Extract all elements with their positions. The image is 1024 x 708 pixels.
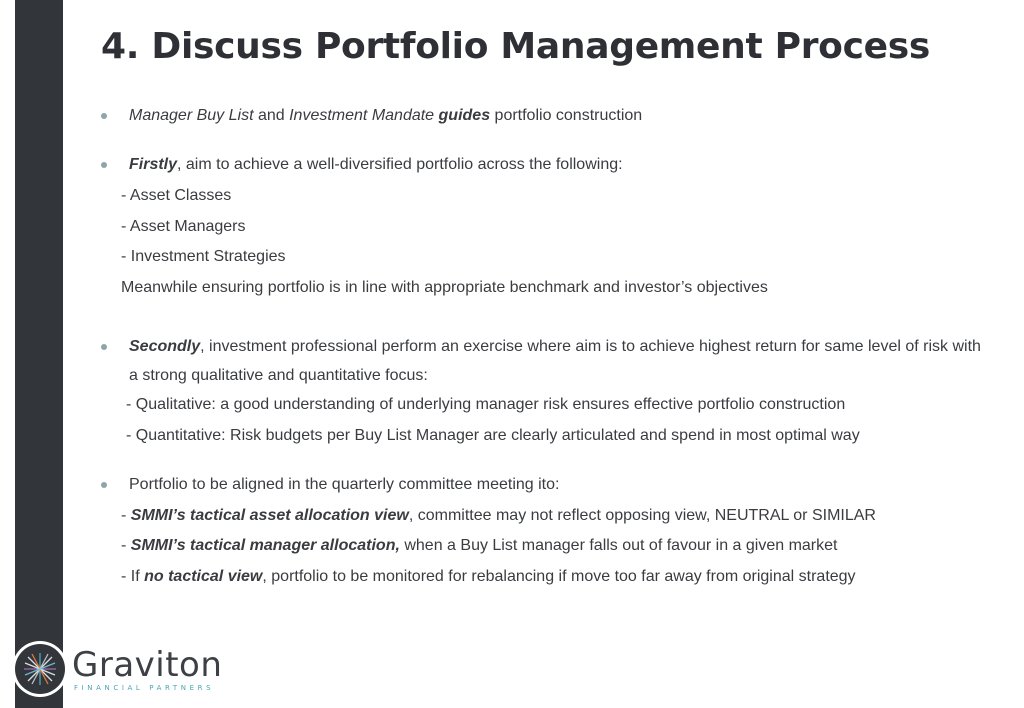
logo-tagline: FINANCIAL PARTNERS <box>74 684 215 692</box>
sub-item-text: , committee may not reflect opposing view, NEUTRAL or SIMILAR <box>408 507 876 524</box>
sub-item-text: when a Buy List manager falls out of favour in a given market <box>399 537 838 554</box>
slide-title: 4. Discuss Portfolio Management Process <box>101 26 930 67</box>
bullet-2-note: Meanwhile ensuring portfolio is in line with appropriate benchmark and investor’s objectives <box>121 279 768 296</box>
sub-dash: - <box>121 537 131 554</box>
bullet-dot <box>101 162 107 168</box>
graviton-logo-icon <box>15 644 65 694</box>
graviton-logo-icon-graphic <box>15 644 65 694</box>
sub-item-bold: no tactical view <box>144 568 263 585</box>
bullet-2-sub-item: - Asset Managers <box>121 218 246 235</box>
sub-dash: - <box>121 507 131 524</box>
bullet-1 <box>129 106 642 126</box>
bullet-2-lead: Firstly <box>129 156 178 173</box>
bullet-4: Portfolio to be aligned in the quarterly committee meeting ito: <box>129 476 560 493</box>
bullet-2 <box>129 155 623 175</box>
bullet-1-term-buy-list: Manager Buy List <box>129 107 254 124</box>
bullet-4-sub-item <box>121 536 837 556</box>
bullet-3-text: , investment professional perform an exercise where aim is to achieve highest return for same level of risk with <box>200 338 981 355</box>
bullet-3-sub-item: - Qualitative: a good understanding of underlying manager risk ensures effective portfolio construction <box>126 396 846 413</box>
bullet-3-continuation: a strong qualitative and quantitative focus: <box>129 367 428 384</box>
bullet-dot <box>101 482 107 488</box>
sub-item-bold: SMMI’s tactical asset allocation view <box>130 507 409 524</box>
bullet-3-lead: Secondly <box>129 338 201 355</box>
bullet-4-sub-item <box>121 506 876 526</box>
bullet-dot <box>101 344 107 350</box>
bullet-dot <box>101 113 107 119</box>
sub-item-bold: SMMI’s tactical manager allocation, <box>130 537 400 554</box>
sub-item-text: - If <box>121 568 145 585</box>
sub-item-text: , portfolio to be monitored for rebalancing if move too far away from original strategy <box>262 568 856 585</box>
bullet-1-text: and <box>253 107 290 124</box>
bullet-1-term-guides: guides <box>438 107 491 124</box>
bullet-2-text: , aim to achieve a well-diversified portfolio across the following: <box>177 156 623 173</box>
bullet-1-text: portfolio construction <box>490 107 643 124</box>
left-sidebar-band <box>15 0 63 708</box>
bullet-4-sub-item <box>121 567 856 587</box>
bullet-2-sub-item: - Asset Classes <box>121 187 232 204</box>
bullet-3-sub-item: - Quantitative: Risk budgets per Buy List Manager are clearly articulated and spend in most optimal way <box>126 427 860 444</box>
bullet-1-term-mandate: Investment Mandate <box>289 107 435 124</box>
bullet-2-sub-item: - Investment Strategies <box>121 248 286 265</box>
logo-wordmark: Graviton <box>72 645 223 685</box>
bullet-3 <box>129 337 981 357</box>
